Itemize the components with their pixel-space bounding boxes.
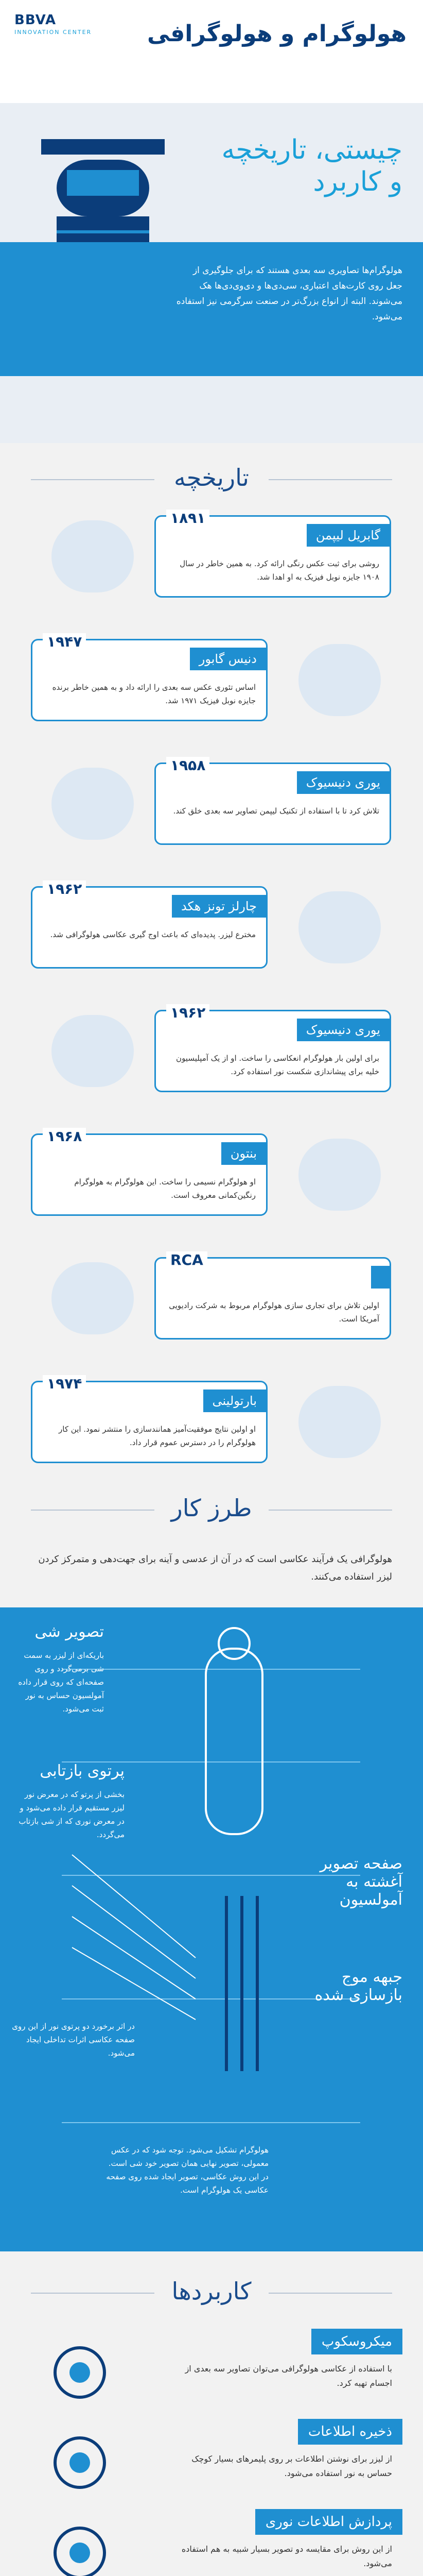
- history-card: [154, 757, 391, 845]
- history-item: [31, 1370, 391, 1473]
- label-reflect: پرتوی بازتابی: [40, 1762, 125, 1780]
- history-illustration-icon: [51, 1262, 134, 1334]
- history-year: ۱۹۷۴: [43, 1375, 86, 1392]
- history-heading: تاریخچه: [174, 464, 249, 492]
- desc-object-beam: باریکه‌ای از لیزر به سمت شی برمی‌گردد و روی صفحه‌ای که روی قرار داده آمولسیون حساس به نور ثبت می‌شود.: [18, 1651, 104, 1714]
- history-desc: اولین تلاش برای تجاری سازی هولوگرام مربوط به شرکت رادیویی آمریکا است.: [169, 1301, 379, 1324]
- history-desc: روشی برای ثبت عکس رنگی ارائه کرد. به همین خاطر در سال ۱۹۰۸ جایزه نوبل فیزیک به او اهدا شد.: [180, 559, 379, 582]
- history-card: [154, 1004, 391, 1092]
- history-desc: تلاش کرد تا با استفاده از تکنیک لیپمن تصاویر سه بعدی خلق کند.: [173, 806, 379, 816]
- history-illustration-icon: [51, 520, 134, 592]
- label-object-beam: تصویر شی: [34, 1623, 104, 1641]
- history-item: [31, 876, 391, 979]
- desc-interfere: در اثر برخورد دو پرتوی نور از این روی صفحه عکاسی اثرات تداخلی ایجاد می‌شود.: [12, 2022, 135, 2058]
- desc-reflect: بخشی از پرتو که در معرض نور لیزر مستقیم قرار داده می‌شود و در معرض نوری که از شی بازتاب می‌گردد.: [19, 1790, 125, 1839]
- history-item: [31, 999, 391, 1103]
- history-year: ۱۸۹۱: [166, 510, 209, 527]
- history-desc: او هولوگرام نسیمی را ساخت. این هولوگرام به هولوگرام رنگین‌کمانی معروف است.: [74, 1177, 256, 1200]
- history-year: ۱۹۶۲: [43, 880, 86, 897]
- application-item: [21, 2329, 402, 2414]
- history-card: [154, 510, 391, 598]
- history-item: [31, 629, 391, 732]
- divider: [269, 1510, 392, 1511]
- hero: [0, 103, 423, 443]
- folder-icon: [51, 2434, 108, 2491]
- history-year: ۱۹۶۲: [166, 1004, 209, 1021]
- history-illustration-icon: [51, 768, 134, 840]
- how-text: هولوگرافی یک فرآیند عکاسی است که در آن از عدسی و آینه برای جهت‌دهی و متمرکز کردن لیزر استفاده می‌کنند.: [38, 1554, 392, 1582]
- optics-icon: [51, 2524, 108, 2576]
- divider: [31, 2293, 154, 2294]
- hero-subtitle: چیستی، تاریخچه و کاربرد: [221, 134, 402, 197]
- history-desc: برای اولین بار هولوگرام انعکاسی را ساخت. او از یک آمپلیسیون خلیه برای پیشاندازی شکست نور استفاده کرد.: [176, 1054, 379, 1076]
- application-desc: از این روش برای مقایسه دو تصویر بسیار شبیه به هم استفاده می‌شود.: [181, 2544, 392, 2568]
- history-card: [154, 1251, 391, 1340]
- history-name: بارتولینی: [203, 1389, 266, 1412]
- hero-band: [0, 242, 423, 376]
- hero-text: هولوگرام‌ها تصاویری سه بعدی هستند که برای جلوگیری از جعل روی کارت‌های اعتباری، سی‌دی‌ها و دی‌وی‌دی‌ها هک می‌شوند. البته از انواع بزرگ‌تر در صنعت سرگرمی نیز استفاده می‌شود.: [176, 265, 402, 322]
- microscope-icon: [51, 2344, 108, 2401]
- history-card: [31, 1128, 268, 1216]
- divider: [269, 2293, 392, 2294]
- history-illustration-icon: [298, 891, 381, 963]
- history-name: یوری دنیسیوک: [297, 771, 390, 794]
- divider: [31, 1510, 154, 1511]
- divider: [269, 479, 392, 480]
- application-title: پردازش اطلاعات نوری: [255, 2509, 402, 2535]
- history-item: [31, 752, 391, 855]
- divider: [31, 479, 154, 480]
- history-year: ۱۹۶۸: [43, 1128, 86, 1145]
- how-heading: طرز کار: [171, 1494, 252, 1522]
- application-desc: با استفاده از عکاسی هولوگرافی می‌توان تصاویر سه بعدی از اجسام تهیه کرد.: [185, 2364, 392, 2388]
- application-item: [21, 2419, 402, 2504]
- history-card: [31, 633, 268, 721]
- history-name: بنتون: [221, 1142, 266, 1165]
- history-illustration-icon: [298, 1139, 381, 1211]
- apps-heading: کاربردها: [171, 2277, 252, 2305]
- label-interfere: جبهه موج بازسازی شده: [314, 1968, 402, 2004]
- application-item: [21, 2509, 402, 2576]
- history-desc: او اولین نتایج موفقیت‌آمیز همانندسازی را منتشر نمود. این کار هولوگرام را در دسترس عموم قرار داد.: [59, 1425, 256, 1447]
- bbva-logo: [14, 12, 92, 36]
- history-name: یوری دنیسیوک: [297, 1019, 390, 1041]
- application-desc: از لیزر برای نوشتن اطلاعات بر روی پلیمرهای بسیار کوچک حساس به نور استفاده می‌شود.: [191, 2454, 392, 2478]
- history-name: دنیس گابور: [190, 648, 266, 670]
- how-diagram: [0, 1607, 423, 2251]
- history-illustration-icon: [298, 644, 381, 716]
- history-item: [31, 505, 391, 608]
- desc-result: هولوگرام تشکیل می‌شود. توجه شود که در عکس معمولی، تصویر نهایی همان تصویر خود شی است. در این روش عکاسی، تصویر ایجاد شده روی صفحه عکاسی یک هولوگرام است.: [106, 2145, 269, 2195]
- application-title: ذخیره اطلاعات: [298, 2419, 402, 2445]
- history-name: [371, 1266, 390, 1289]
- history-year: ۱۹۵۸: [166, 757, 209, 774]
- history-name: گابریل لیپمن: [307, 524, 390, 547]
- header: [0, 0, 423, 103]
- history-desc: اساس تئوری عکس سه بعدی را ارائه داد و به همین خاطر برنده جایزه نوبل فیزیک ۱۹۷۱ شد.: [52, 683, 256, 705]
- history-card: [31, 1375, 268, 1463]
- history-illustration-icon: [298, 1386, 381, 1458]
- label-plate: صفحه تصویر آغشته به آمولسیون: [320, 1855, 402, 1909]
- history-card: [31, 880, 268, 969]
- brand-name: BBVA: [14, 12, 57, 28]
- history-illustration-icon: [51, 1015, 134, 1087]
- history-desc: مخترع لیزر. پدیده‌ای که باعث اوج گیری عکاسی هولوگرافی شد.: [50, 930, 256, 939]
- application-title: میکروسکوپ: [311, 2329, 402, 2354]
- history-item: [31, 1247, 391, 1350]
- history-year: ۱۹۴۷: [43, 633, 86, 650]
- history-year: RCA: [166, 1251, 207, 1268]
- history-name: چارلز تونز هکد: [172, 895, 266, 918]
- page-title: هولوگرام و هولوگرافی: [147, 21, 407, 47]
- history-item: [31, 1123, 391, 1226]
- brand-sub: INNOVATION CENTER: [14, 29, 92, 36]
